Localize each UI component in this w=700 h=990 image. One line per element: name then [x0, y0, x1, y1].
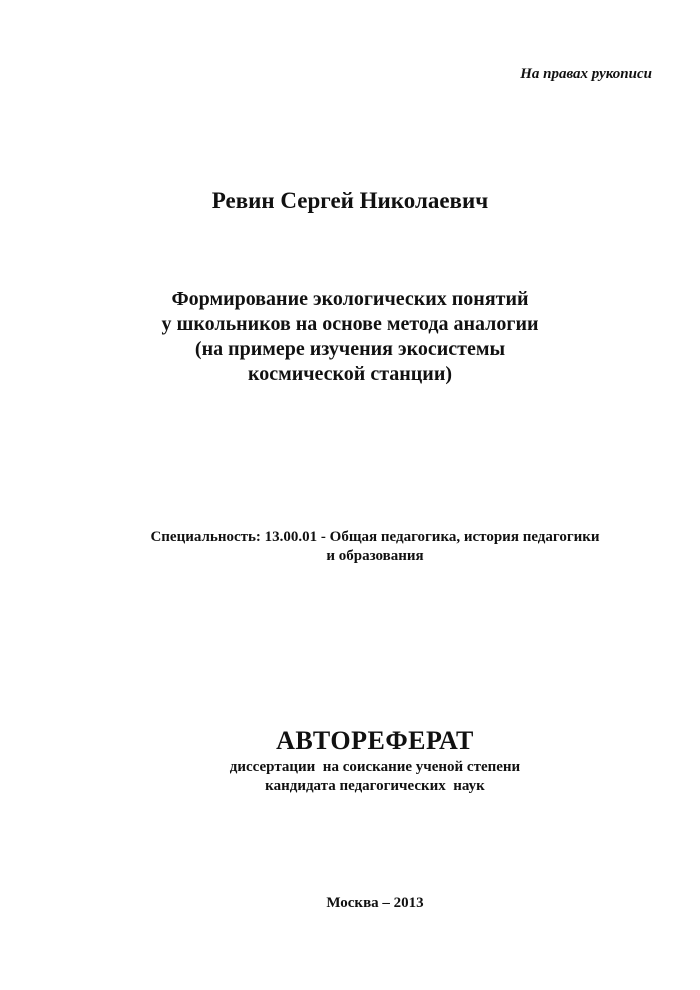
dissertation-title [0, 287, 700, 387]
title-line: космической станции) [247, 363, 453, 385]
specialty-line: и образования [326, 548, 424, 564]
document-type: АВТОРЕФЕРАТ [276, 726, 474, 755]
rights-note: На правах рукописи [520, 66, 652, 82]
place-year: Москва – 2013 [326, 895, 424, 911]
document-subtitle [0, 758, 700, 796]
author-name: Ревин Сергей Николаевич [211, 188, 489, 213]
subtitle-line: диссертации на соискание ученой степени [229, 759, 521, 775]
specialty-line: Специальность: 13.00.01 - Общая педагогика, история педагогики [150, 529, 600, 545]
title-line: у школьников на основе метода аналогии [161, 313, 539, 335]
title-line: (на примере изучения экосистемы [194, 338, 506, 360]
title-line: Формирование экологических понятий [171, 288, 529, 310]
specialty-block [0, 528, 700, 566]
subtitle-line: кандидата педагогических наук [265, 778, 485, 794]
